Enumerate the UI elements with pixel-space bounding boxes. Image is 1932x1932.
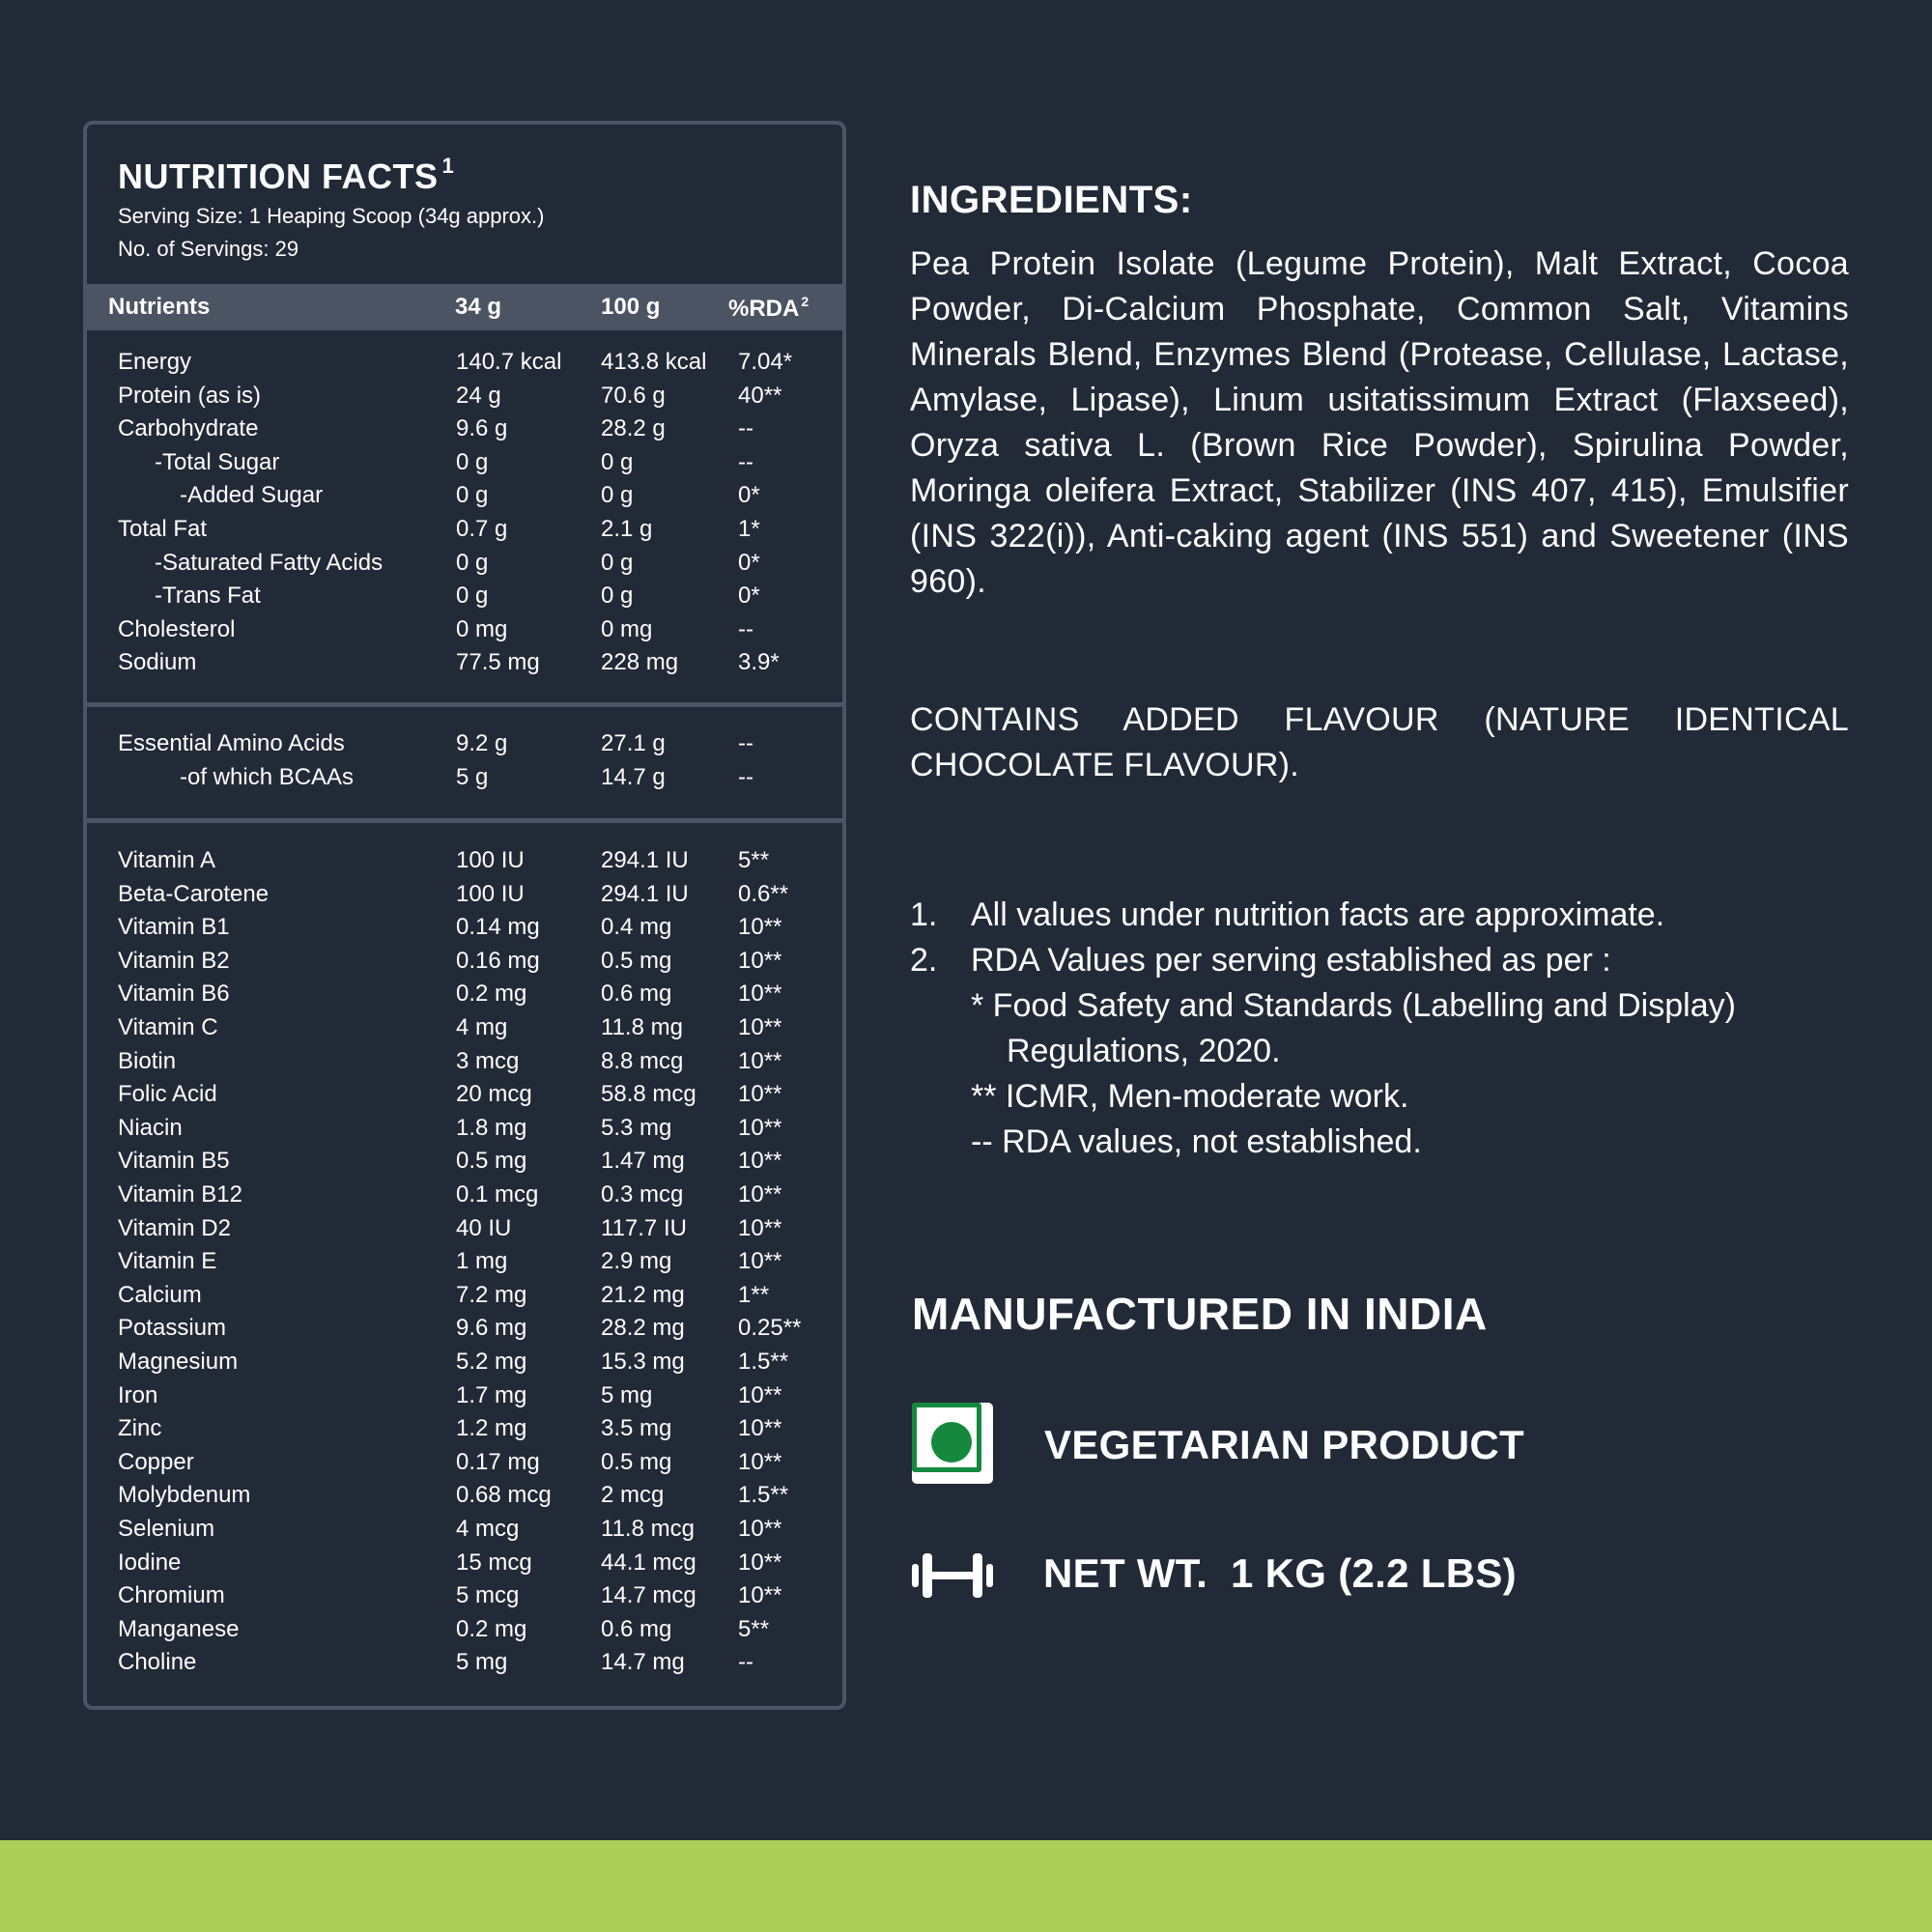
nutrient-per-34g: 0.7 g <box>456 516 508 542</box>
nutrient-per-100g: 0 g <box>601 582 634 610</box>
nutrient-name: Vitamin E <box>118 1248 217 1275</box>
serving-size: Serving Size: 1 Heaping Scoop (34g approx.) <box>118 204 545 228</box>
nutrient-per-34g: 15 mcg <box>456 1548 532 1576</box>
nutrient-name: Protein (as is) <box>118 382 262 409</box>
nutrient-name: Vitamin B2 <box>118 947 230 974</box>
nutrient-name: Calcium <box>118 1281 202 1308</box>
nutrient-per-34g: 9.6 mg <box>456 1315 527 1342</box>
nutrient-rda: 10** <box>738 1548 782 1576</box>
nutrient-per-34g: 5 mg <box>456 1649 508 1676</box>
nutrient-per-100g: 14.7 mcg <box>601 1582 696 1609</box>
nutrient-name: Vitamin B12 <box>118 1181 242 1208</box>
nutrient-name: Choline <box>118 1649 197 1676</box>
nutrient-rda: 10** <box>738 1582 782 1609</box>
nutrient-name: Beta-Carotene <box>118 880 270 907</box>
net-weight: NET WT. 1 KG (2.2 LBS) <box>1043 1550 1517 1596</box>
title-footnote: 1 <box>441 154 455 178</box>
nutrient-per-34g: 0.68 mcg <box>456 1482 552 1509</box>
nutrient-row <box>87 1315 842 1348</box>
nutrient-name: Chromium <box>118 1582 225 1609</box>
nutrient-name: -Added Sugar <box>180 482 324 509</box>
nutrient-row <box>87 449 842 482</box>
nutrient-rda: 40** <box>738 382 782 409</box>
nutrient-per-100g: 2.1 g <box>601 516 653 542</box>
nutrient-per-100g: 5.3 mg <box>601 1114 672 1141</box>
nutrient-name: Carbohydrate <box>118 415 259 442</box>
nutrient-per-34g: 20 mcg <box>456 1081 532 1108</box>
nutrient-per-100g: 5 mg <box>601 1381 653 1408</box>
nutrient-per-34g: 0 g <box>456 482 489 509</box>
section-divider <box>87 702 842 707</box>
nutrient-per-100g: 0.5 mg <box>601 1448 672 1475</box>
nutrient-row <box>87 516 842 549</box>
nutrient-row <box>87 1215 842 1248</box>
note-fssai-cont: Regulations, 2020. <box>1007 1033 1281 1069</box>
nutrient-row <box>87 1649 842 1682</box>
nutrient-row <box>87 847 842 880</box>
nutrient-row <box>87 550 842 582</box>
header-per-100g: 100 g <box>601 294 661 320</box>
nutrient-per-100g: 0 g <box>601 549 634 576</box>
nutrient-per-100g: 0 g <box>601 448 634 475</box>
header-per-34g: 34 g <box>455 294 502 320</box>
nutrient-per-100g: 11.8 mcg <box>601 1516 695 1542</box>
nutrient-name: Folic Acid <box>118 1081 217 1108</box>
nutrient-rda: 0* <box>738 549 760 576</box>
ingredients-title: INGREDIENTS: <box>910 179 1193 221</box>
bottom-accent-band <box>0 1840 1932 1932</box>
nutrient-row <box>87 948 842 980</box>
nutrient-per-34g: 0.5 mg <box>456 1148 527 1175</box>
nutrient-rda: 10** <box>738 1248 782 1275</box>
nutrient-name: -of which BCAAs <box>180 763 355 790</box>
nutrient-row <box>87 1482 842 1515</box>
nutrient-name: Vitamin C <box>118 1014 218 1040</box>
nutrient-name: -Trans Fat <box>155 582 261 610</box>
nutrient-per-34g: 0 g <box>456 549 489 576</box>
nutrient-per-34g: 140.7 kcal <box>456 349 562 375</box>
flavour-note: CONTAINS ADDED FLAVOUR (NATURE IDENTICAL CHOCOLATE FLAVOUR). <box>910 701 1849 783</box>
nutrient-per-34g: 0 g <box>456 582 489 610</box>
nutrient-name: Sodium <box>118 649 197 676</box>
nutrient-per-100g: 2 mcg <box>601 1482 665 1509</box>
nutrient-row <box>87 1115 842 1148</box>
dumbbell-icon <box>912 1553 993 1598</box>
nutrient-row <box>87 1181 842 1214</box>
note-2-number: 2. <box>910 942 938 979</box>
nutrient-row <box>87 1415 842 1448</box>
nutrient-name: Total Fat <box>118 516 208 542</box>
nutrient-per-100g: 0 mg <box>601 615 653 642</box>
note-icmr: ** ICMR, Men-moderate work. <box>971 1078 1409 1115</box>
nutrient-per-34g: 0.16 mg <box>456 947 540 974</box>
nutrient-rda: 5** <box>738 1615 770 1642</box>
nutrient-row <box>87 1081 842 1114</box>
nutrient-per-100g: 0 g <box>601 482 634 509</box>
nutrient-per-100g: 0.6 mg <box>601 1615 672 1642</box>
nutrient-name: Niacin <box>118 1114 183 1141</box>
nutrient-rda: 10** <box>738 1448 782 1475</box>
nutrient-name: Vitamin B5 <box>118 1148 230 1175</box>
nutrient-rda: 10** <box>738 980 782 1008</box>
nutrient-name: Vitamin D2 <box>118 1214 231 1241</box>
ingredients-text: Pea Protein Isolate (Legume Protein), Malt Extract, Cocoa Powder, Di-Calcium Phosphate, Common Salt, Vitamins Minerals Blend, Enzymes Blend (Protease, Cellulase, Lactase, Amylase, Lipase), Linum usitatissimum Extract (Flaxseed), Oryza sativa L. (Brown Rice Powder), Spirulina Powder, Moringa oleifera Extract, Stabilizer (INS 407, 415), Emulsifier (INS 322(i)), Anti-caking agent (INS 551) and Sweetener (INS 960). <box>910 245 1849 600</box>
nutrient-rda: -- <box>738 763 753 790</box>
nutrient-name: Manganese <box>118 1615 240 1642</box>
nutrient-per-34g: 1.7 mg <box>456 1381 527 1408</box>
nutrient-per-100g: 0.3 mcg <box>601 1181 684 1208</box>
nutrient-row <box>87 582 842 615</box>
nutrient-name: Magnesium <box>118 1349 239 1375</box>
nutrient-per-34g: 5 mcg <box>456 1582 520 1609</box>
nutrient-per-100g: 58.8 mcg <box>601 1081 696 1108</box>
nutrient-per-34g: 100 IU <box>456 880 525 907</box>
nutrient-row <box>87 980 842 1013</box>
nutrition-title: NUTRITION FACTS $^1$ <box>118 154 455 196</box>
nutrient-per-100g: 228 mg <box>601 649 679 676</box>
nutrient-name: Vitamin A <box>118 847 215 873</box>
nutrient-row <box>87 1449 842 1482</box>
nutrient-row <box>87 482 842 515</box>
nutrient-per-100g: 28.2 g <box>601 415 666 442</box>
nutrient-name: Vitamin B1 <box>118 914 230 941</box>
nutrient-per-34g: 5.2 mg <box>456 1349 527 1375</box>
nutrient-row <box>87 1516 842 1548</box>
nutrient-rda: 3.9* <box>738 649 780 676</box>
nutrient-per-34g: 24 g <box>456 382 501 409</box>
nutrient-rda: 0.25** <box>738 1315 802 1342</box>
nutrient-per-100g: 117.7 IU <box>601 1214 687 1241</box>
nutrient-name: Essential Amino Acids <box>118 730 345 756</box>
nutrient-per-34g: 3 mcg <box>456 1047 520 1074</box>
nutrient-per-34g: 0.2 mg <box>456 1615 527 1642</box>
nutrient-row <box>87 1349 842 1381</box>
nutrient-per-34g: 4 mg <box>456 1014 508 1040</box>
nutrient-per-100g: 8.8 mcg <box>601 1047 684 1074</box>
nutrient-per-100g: 0.6 mg <box>601 980 672 1008</box>
nutrient-per-100g: 44.1 mcg <box>601 1548 696 1576</box>
nutrient-per-100g: 294.1 IU <box>601 847 689 873</box>
nutrient-row <box>87 1549 842 1582</box>
servings-count: No. of Servings: 29 <box>118 237 299 261</box>
vegetarian-mark-icon <box>912 1403 993 1484</box>
nutrient-name: Molybdenum <box>118 1482 251 1509</box>
nutrient-per-34g: 1 mg <box>456 1248 508 1275</box>
nutrient-name: Zinc <box>118 1415 162 1442</box>
nutrient-per-34g: 9.2 g <box>456 730 508 756</box>
nutrient-per-100g: 28.2 mg <box>601 1315 685 1342</box>
nutrient-row <box>87 383 842 415</box>
header-nutrients: Nutrients <box>108 294 211 320</box>
nutrient-per-100g: 3.5 mg <box>601 1415 672 1442</box>
nutrient-per-100g: 70.6 g <box>601 382 666 409</box>
nutrient-rda: 10** <box>738 1381 782 1408</box>
nutrient-row <box>87 881 842 914</box>
note-fssai: * Food Safety and Standards (Labelling and Display) <box>971 987 1736 1024</box>
nutrient-row <box>87 616 842 649</box>
nutrient-per-34g: 77.5 mg <box>456 649 540 676</box>
nutrient-row <box>87 1048 842 1081</box>
nutrient-rda: 1.5** <box>738 1482 789 1509</box>
nutrient-rda: 10** <box>738 1148 782 1175</box>
nutrient-per-100g: 14.7 g <box>601 763 666 790</box>
nutrient-row <box>87 1148 842 1180</box>
nutrient-per-100g: 294.1 IU <box>601 880 689 907</box>
nutrient-row <box>87 1248 842 1281</box>
nutrient-per-34g: 7.2 mg <box>456 1281 527 1308</box>
nutrient-per-34g: 0.17 mg <box>456 1448 540 1475</box>
nutrient-rda: 1* <box>738 516 760 542</box>
nutrient-row <box>87 764 842 797</box>
nutrient-row <box>87 649 842 682</box>
nutrient-rda: 1.5** <box>738 1349 789 1375</box>
nutrient-rda: -- <box>738 415 753 442</box>
nutrient-name: Cholesterol <box>118 615 236 642</box>
footnotes <box>910 893 1857 1165</box>
vegetarian-label: VEGETARIAN PRODUCT <box>1044 1422 1524 1467</box>
nutrient-name: Vitamin B6 <box>118 980 230 1008</box>
nutrient-rda: 7.04* <box>738 349 793 375</box>
nutrient-per-34g: 0.1 mcg <box>456 1181 539 1208</box>
nutrient-per-34g: 4 mcg <box>456 1516 520 1542</box>
nutrient-per-34g: 0 mg <box>456 615 508 642</box>
note-1-text: All values under nutrition facts are approximate. <box>971 896 1665 933</box>
nutrient-rda: -- <box>738 730 753 756</box>
nutrient-name: Iron <box>118 1381 158 1408</box>
nutrient-per-34g: 9.6 g <box>456 415 508 442</box>
nutrient-row <box>87 349 842 382</box>
nutrient-rda: 10** <box>738 947 782 974</box>
nutrient-rda: 10** <box>738 1181 782 1208</box>
nutrient-per-100g: 0.5 mg <box>601 947 672 974</box>
nutrient-per-34g: 0 g <box>456 448 489 475</box>
nutrient-row <box>87 730 842 763</box>
nutrient-per-34g: 100 IU <box>456 847 525 873</box>
nutrient-name: -Total Sugar <box>155 448 280 475</box>
nutrient-rda: 0* <box>738 482 760 509</box>
nutrient-per-34g: 0.2 mg <box>456 980 527 1008</box>
nutrient-per-34g: 40 IU <box>456 1214 512 1241</box>
nutrient-name: -Saturated Fatty Acids <box>155 549 384 576</box>
header-rda: %RDA $^2$ <box>728 294 810 322</box>
nutrient-per-100g: 2.9 mg <box>601 1248 672 1275</box>
nutrient-row <box>87 1616 842 1649</box>
nutrient-rda: -- <box>738 1649 753 1676</box>
nutrient-row <box>87 914 842 947</box>
nutrient-rda: 10** <box>738 1047 782 1074</box>
nutrient-rda: 10** <box>738 1415 782 1442</box>
nutrient-per-34g: 5 g <box>456 763 489 790</box>
nutrient-per-100g: 15.3 mg <box>601 1349 685 1375</box>
nutrient-rda: -- <box>738 448 753 475</box>
section-divider <box>87 818 842 823</box>
nutrient-per-100g: 27.1 g <box>601 730 666 756</box>
nutrient-per-100g: 14.7 mg <box>601 1649 685 1676</box>
nutrient-per-100g: 1.47 mg <box>601 1148 685 1175</box>
nutrient-name: Iodine <box>118 1548 182 1576</box>
nutrient-name: Potassium <box>118 1315 227 1342</box>
manufactured-in: MANUFACTURED IN INDIA <box>912 1289 1488 1339</box>
nutrient-rda: 1** <box>738 1281 770 1308</box>
nutrient-rda: 10** <box>738 1081 782 1108</box>
table-header <box>87 284 842 330</box>
nutrient-rda: 10** <box>738 1114 782 1141</box>
nutrient-row <box>87 415 842 448</box>
note-2-text: RDA Values per serving established as per : <box>971 942 1611 979</box>
nutrient-rda: 0.6** <box>738 880 789 907</box>
nutrient-rda: 10** <box>738 1516 782 1542</box>
nutrient-name: Copper <box>118 1448 194 1475</box>
nutrient-rda: -- <box>738 615 753 642</box>
nutrient-name: Selenium <box>118 1516 215 1542</box>
nutrient-rda: 5** <box>738 847 770 873</box>
nutrient-rda: 10** <box>738 1014 782 1040</box>
nutrient-name: Biotin <box>118 1047 177 1074</box>
nutrient-row <box>87 1282 842 1315</box>
nutrient-per-34g: 1.8 mg <box>456 1114 527 1141</box>
nutrient-name: Energy <box>118 349 192 375</box>
nutrient-per-34g: 0.14 mg <box>456 914 540 941</box>
nutrient-rda: 0* <box>738 582 760 610</box>
note-not-established: -- RDA values, not established. <box>971 1123 1422 1160</box>
nutrient-rda: 10** <box>738 914 782 941</box>
nutrient-row <box>87 1382 842 1415</box>
note-1-number: 1. <box>910 896 938 933</box>
nutrient-per-100g: 21.2 mg <box>601 1281 685 1308</box>
nutrient-per-34g: 1.2 mg <box>456 1415 527 1442</box>
nutrient-per-100g: 11.8 mg <box>601 1014 683 1040</box>
nutrient-row <box>87 1582 842 1615</box>
nutrient-row <box>87 1014 842 1047</box>
nutrient-rda: 10** <box>738 1214 782 1241</box>
nutrition-facts-panel <box>83 121 846 1710</box>
nutrient-per-100g: 0.4 mg <box>601 914 672 941</box>
nutrient-per-100g: 413.8 kcal <box>601 349 707 375</box>
